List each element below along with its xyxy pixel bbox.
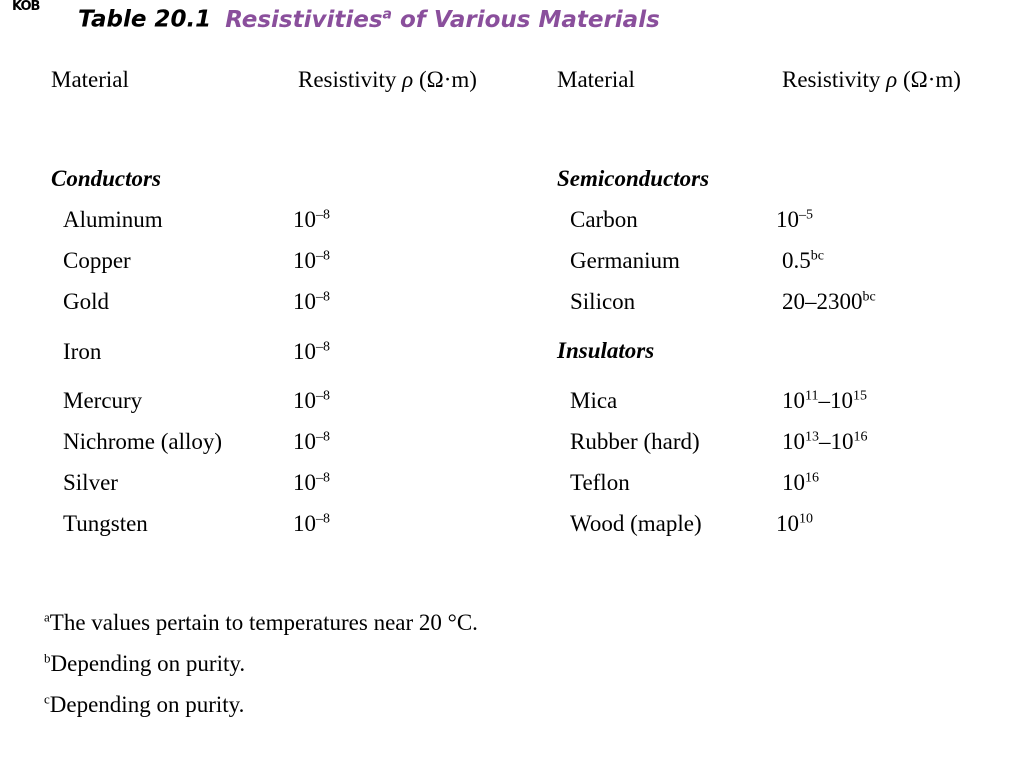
resistivity-value: $10^{16}$ [782, 470, 819, 495]
header-resistivity-left [298, 66, 477, 94]
resistivity-value: $10^{11}-10^{15}$ [782, 388, 867, 413]
material-name: Tungsten [63, 511, 148, 536]
material-name: Silver [63, 470, 118, 495]
resistivity-value: $10^{-8}$ [293, 429, 330, 454]
header-unit: (Ω·m) [902, 67, 961, 92]
header-resistivity-label: Resistivity [298, 67, 397, 92]
table-number: Table 20.1 [78, 6, 212, 33]
resistivity-value: $20-2300^{bc}$ [782, 289, 876, 314]
section-semiconductors: Semiconductors [557, 166, 710, 191]
table-caption [225, 7, 660, 33]
footnote-c: $^c$Depending on purity. [44, 691, 245, 717]
resistivity-value: $10^{10}$ [776, 511, 813, 536]
table-title [78, 6, 660, 33]
resistivity-value: $10^{-5}$ [776, 207, 813, 232]
resistivity-value: $10^{-8}$ [293, 248, 330, 273]
material-name: Wood (maple) [570, 511, 702, 536]
header-unit: (Ω·m) [418, 67, 477, 92]
resistivity-value: $10^{13}-10^{16}$ [782, 429, 868, 454]
rho-symbol: ρ [886, 67, 898, 92]
material-name: Mica [570, 388, 618, 413]
header-resistivity-label: Resistivity [782, 67, 881, 92]
material-name: Iron [63, 339, 102, 364]
material-name: Germanium [570, 248, 680, 273]
material-name: Carbon [570, 207, 638, 232]
caption-main: Resistivities [225, 6, 383, 33]
resistivity-value: $10^{-8}$ [293, 470, 330, 495]
section-conductors: Conductors [51, 166, 161, 191]
rho-symbol: ρ [402, 67, 414, 92]
resistivity-value: 0.5$^{bc}$ [782, 248, 824, 273]
material-name: Gold [63, 289, 109, 314]
material-name: Silicon [570, 289, 636, 314]
footnote-a: $^a$The values pertain to temperatures near 20 °C. [44, 609, 478, 635]
caption-footnote-mark: a [382, 6, 392, 22]
caption-rest: of Various Materials [392, 6, 660, 33]
header-material-right: Material [557, 67, 635, 92]
header-resistivity-right [782, 66, 961, 94]
material-name: Aluminum [63, 207, 163, 232]
section-insulators: Insulators [557, 338, 655, 363]
resistivity-value: $10^{-8}$ [293, 289, 330, 314]
resistivity-value: $10^{-8}$ [293, 339, 330, 364]
footnote-b: $^b$Depending on purity. [44, 650, 246, 676]
header-material-left: Material [51, 67, 129, 92]
material-name: Rubber (hard) [570, 429, 700, 454]
corner-mark: KOB [12, 0, 40, 14]
resistivity-value: $10^{-8}$ [293, 388, 330, 413]
material-name: Mercury [63, 388, 143, 413]
resistivity-value: $10^{-8}$ [293, 207, 330, 232]
material-name: Copper [63, 248, 131, 273]
material-name: Nichrome (alloy) [63, 429, 223, 454]
material-name: Teflon [570, 470, 630, 495]
resistivity-value: $10^{-8}$ [293, 511, 330, 536]
